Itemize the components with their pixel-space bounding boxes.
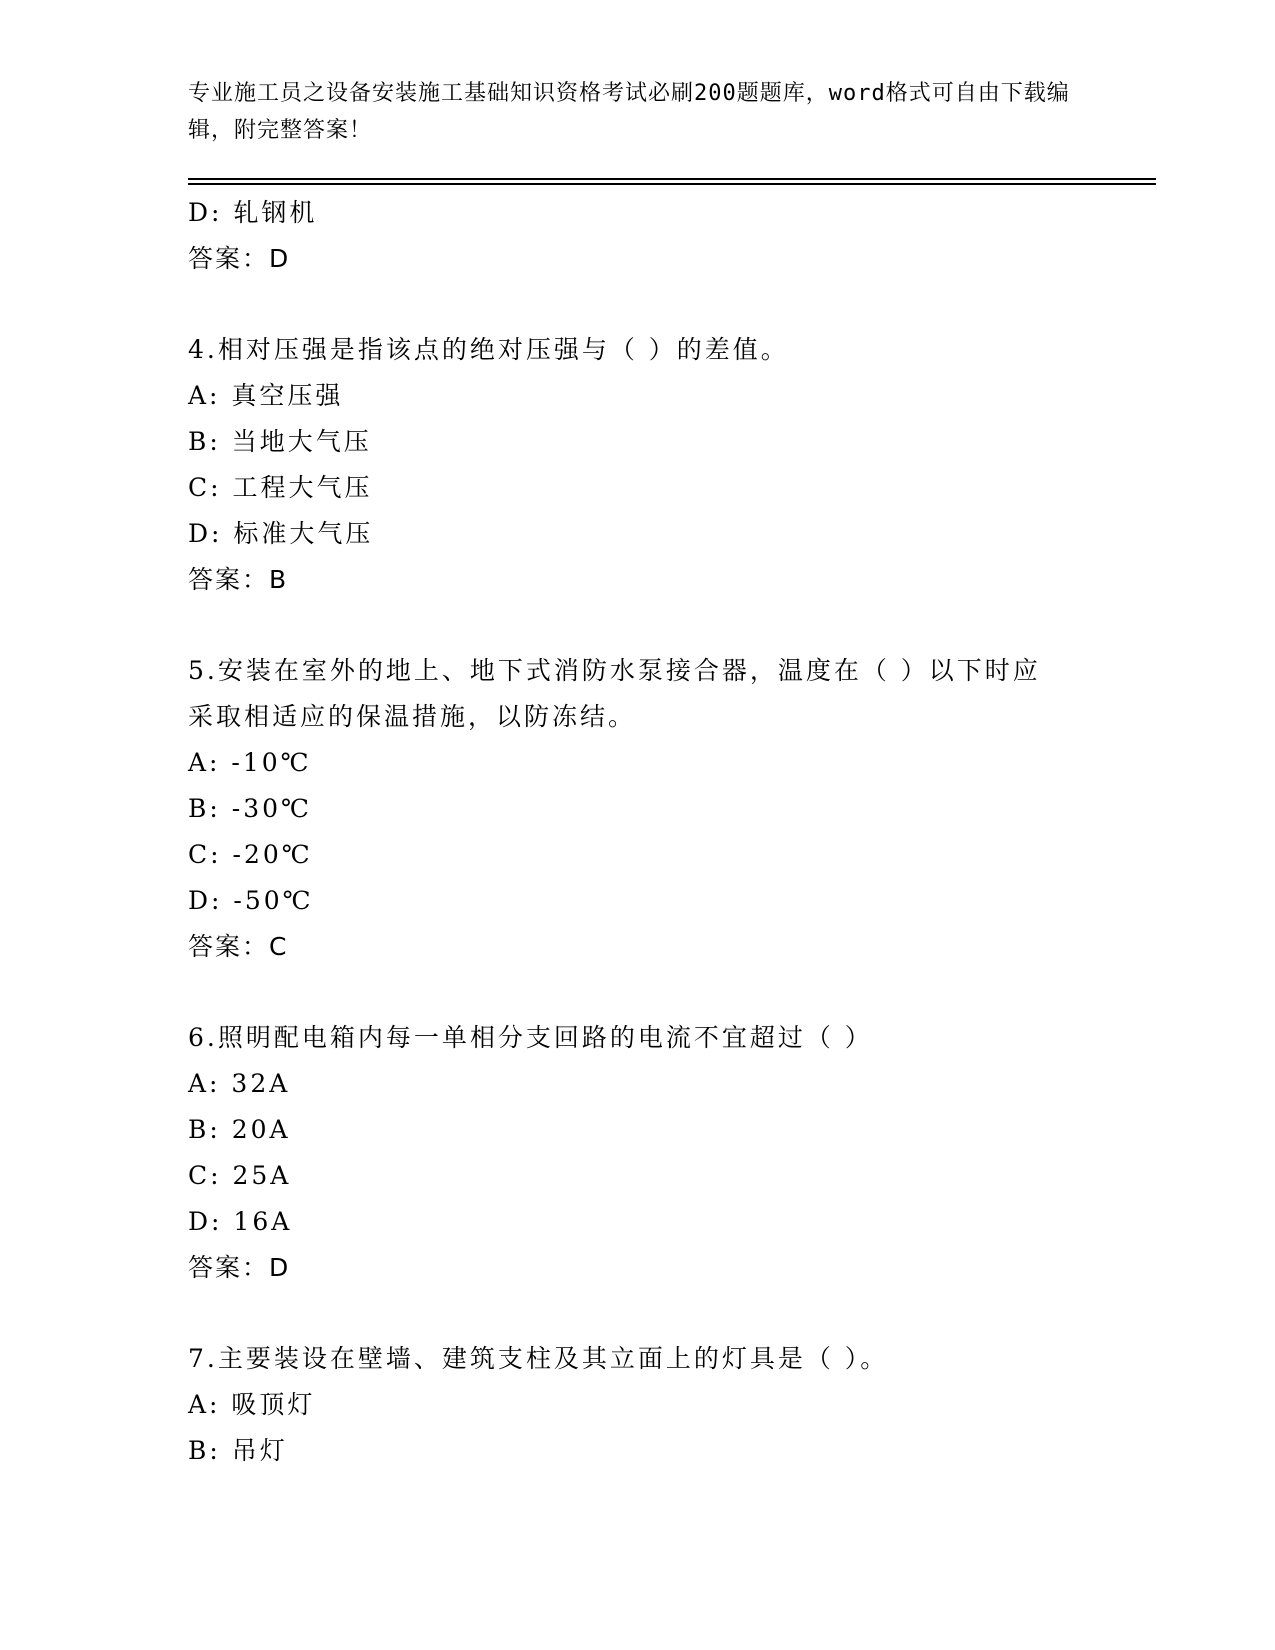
spacer — [188, 1291, 1118, 1336]
question-stem: 7.主要装设在壁墙、建筑支柱及其立面上的灯具是（ ）。 — [188, 1344, 889, 1373]
option-d: D: 16A — [188, 1207, 293, 1236]
question-stem: 5.安装在室外的地上、地下式消防水泵接合器，温度在（ ）以下时应采取相适应的保温措施，以防冻结。 — [188, 656, 1041, 731]
answer-line: 答案：B — [188, 565, 289, 594]
spacer — [188, 970, 1118, 1015]
document-header: 专业施工员之设备安装施工基础知识资格考试必刷200题题库，word格式可自由下载编辑，附完整答案！ — [188, 81, 1070, 143]
question-4 — [188, 327, 1118, 603]
option-c: C: -20℃ — [188, 840, 313, 869]
question-5 — [188, 648, 1118, 970]
option-b: B: 吊灯 — [188, 1436, 288, 1465]
option-d: D: 标准大气压 — [188, 519, 374, 548]
option-c: C: 工程大气压 — [188, 473, 373, 502]
option-c: C: 25A — [188, 1161, 292, 1190]
spacer — [188, 603, 1118, 648]
option-d: D: -50℃ — [188, 886, 314, 915]
header-divider — [188, 178, 1156, 180]
answer-line: 答案：D — [188, 244, 291, 273]
question-list — [188, 190, 1118, 1474]
question-7 — [188, 1336, 1118, 1474]
spacer — [188, 282, 1118, 327]
header-divider-second — [188, 183, 1156, 185]
option-a: A: 真空压强 — [188, 381, 344, 410]
answer-line: 答案：C — [188, 932, 289, 961]
question-stem: 4.相对压强是指该点的绝对压强与（ ）的差值。 — [188, 335, 789, 364]
answer-line: 答案：D — [188, 1253, 291, 1282]
question-stem: 6.照明配电箱内每一单相分支回路的电流不宜超过（ ） — [188, 1023, 873, 1052]
option-b: B: 20A — [188, 1115, 291, 1144]
option-d: D: 轧钢机 — [188, 198, 318, 227]
option-a: A: 32A — [188, 1069, 291, 1098]
option-b: B: 当地大气压 — [188, 427, 372, 456]
option-b: B: -30℃ — [188, 794, 312, 823]
option-a: A: -10℃ — [188, 748, 312, 777]
question-6 — [188, 1015, 1118, 1291]
option-a: A: 吸顶灯 — [188, 1390, 316, 1419]
